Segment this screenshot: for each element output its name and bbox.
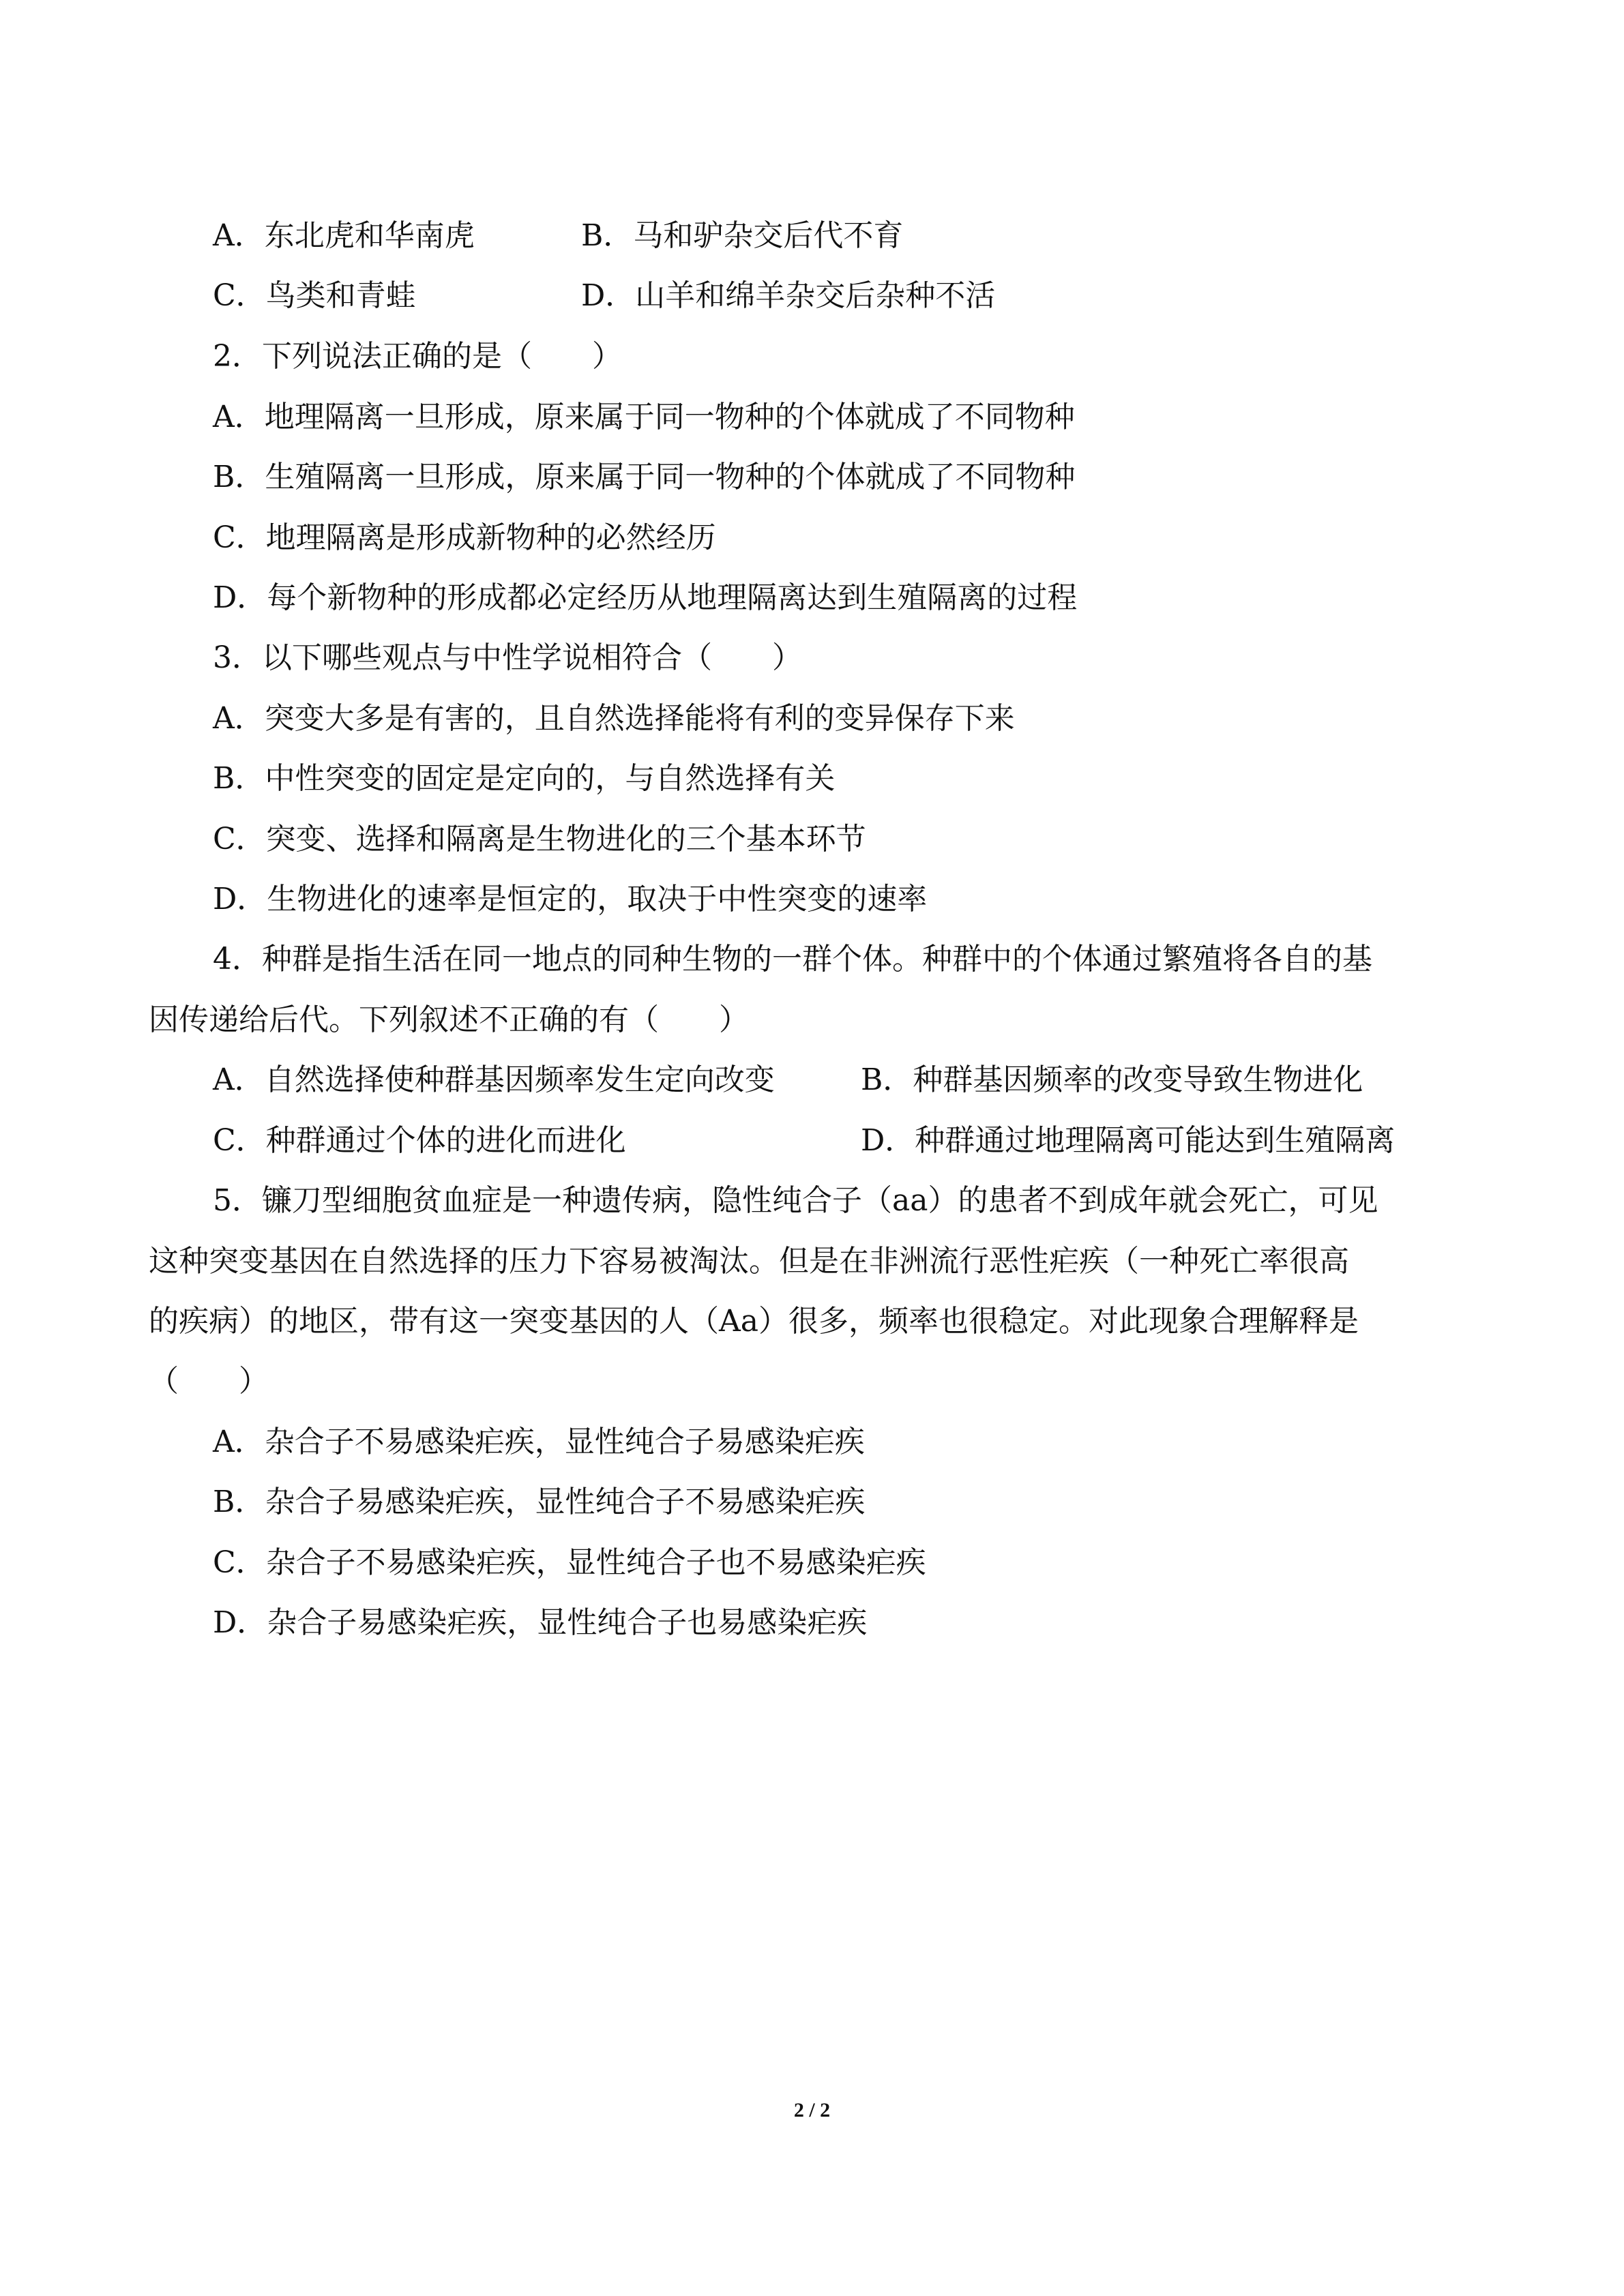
q4-option-a: A．自然选择使种群基因频率发生定向改变 bbox=[213, 1062, 775, 1097]
q2-option-c: C．地理隔离是形成新物种的必然经历 bbox=[213, 520, 716, 555]
q5-option-c: C．杂合子不易感染疟疾，显性纯合子也不易感染疟疾 bbox=[213, 1545, 926, 1580]
q5-stem-line-1: 5．镰刀型细胞贫血症是一种遗传病，隐性纯合子（aa）的患者不到成年就会死亡，可见 bbox=[213, 1183, 1378, 1218]
q2-option-a: A．地理隔离一旦形成，原来属于同一物种的个体就成了不同物种 bbox=[213, 400, 1075, 434]
q3-option-c: C．突变、选择和隔离是生物进化的三个基本环节 bbox=[213, 822, 866, 856]
q1-option-c: C．鸟类和青蛙 bbox=[213, 278, 416, 313]
q3-option-a: A．突变大多是有害的，且自然选择能将有利的变异保存下来 bbox=[213, 701, 1015, 736]
q4-stem-line-2: 因传递给后代。下列叙述不正确的有（ ） bbox=[149, 1002, 749, 1037]
q5-option-a: A．杂合子不易感染疟疾，显性纯合子易感染疟疾 bbox=[213, 1425, 865, 1459]
page-number: 2 / 2 bbox=[793, 2099, 831, 2121]
q5-stem-line-4: （ ） bbox=[149, 1364, 269, 1399]
q3-stem: 3．以下哪些观点与中性学说相符合（ ） bbox=[213, 640, 802, 675]
q5-option-d: D．杂合子易感染疟疾，显性纯合子也易感染疟疾 bbox=[213, 1605, 868, 1640]
q4-option-b: B．种群基因频率的改变导致生物进化 bbox=[861, 1062, 1363, 1097]
q4-option-c: C．种群通过个体的进化而进化 bbox=[213, 1123, 626, 1158]
q4-option-d: D．种群通过地理隔离可能达到生殖隔离 bbox=[861, 1123, 1396, 1158]
q4-stem-line-1: 4．种群是指生活在同一地点的同种生物的一群个体。种群中的个体通过繁殖将各自的基 bbox=[213, 942, 1372, 976]
q1-option-d: D．山羊和绵羊杂交后杂种不活 bbox=[581, 278, 996, 313]
q3-option-d: D．生物进化的速率是恒定的，取决于中性突变的速率 bbox=[213, 882, 928, 916]
q3-option-b: B．中性突变的固定是定向的，与自然选择有关 bbox=[213, 761, 836, 796]
q5-stem-line-2: 这种突变基因在自然选择的压力下容易被淘汰。但是在非洲流行恶性疟疾（一种死亡率很高 bbox=[149, 1244, 1349, 1279]
q5-stem-line-3: 的疾病）的地区，带有这一突变基因的人（Aa）很多，频率也很稳定。对此现象合理解释是 bbox=[149, 1304, 1359, 1339]
q2-stem: 2．下列说法正确的是（ ） bbox=[213, 339, 622, 374]
q5-option-b: B．杂合子易感染疟疾，显性纯合子不易感染疟疾 bbox=[213, 1485, 866, 1519]
q2-option-b: B．生殖隔离一旦形成，原来属于同一物种的个体就成了不同物种 bbox=[213, 460, 1076, 494]
q2-option-d: D．每个新物种的形成都必定经历从地理隔离达到生殖隔离的过程 bbox=[213, 580, 1078, 615]
q1-option-a: A．东北虎和华南虎 bbox=[213, 218, 475, 253]
q1-option-b: B．马和驴杂交后代不育 bbox=[581, 218, 904, 253]
